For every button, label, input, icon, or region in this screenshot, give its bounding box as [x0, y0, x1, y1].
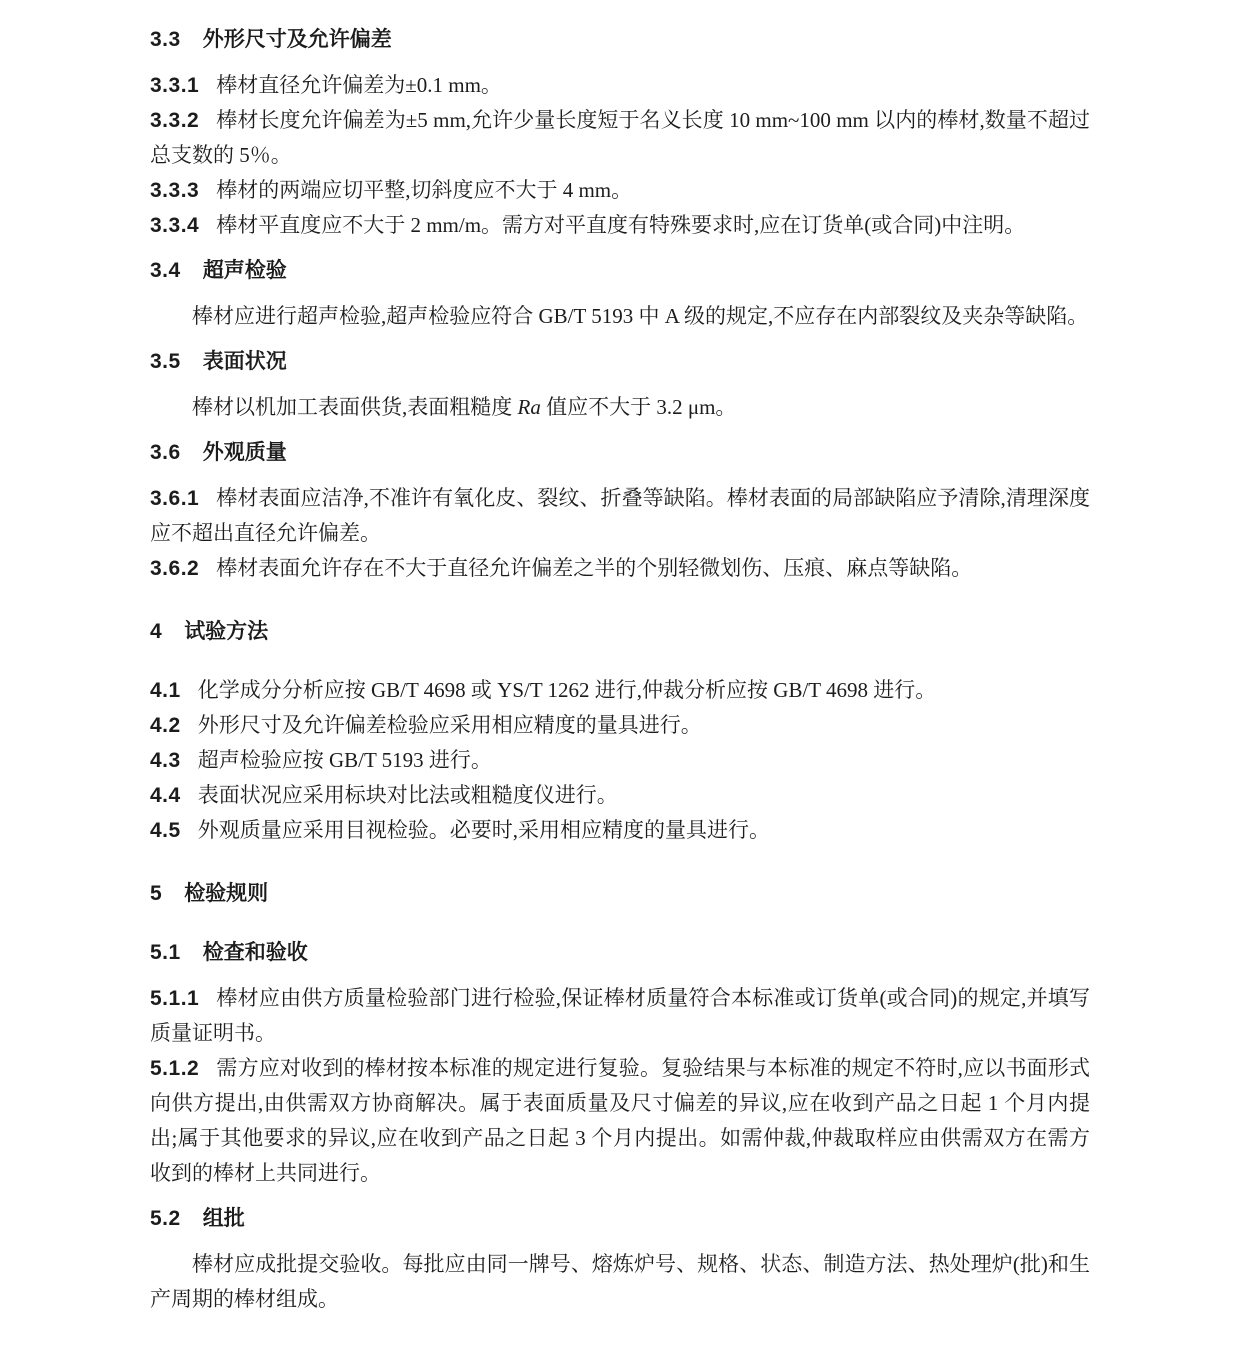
clause-text: 需方应对收到的棒材按本标准的规定进行复验。复验结果与本标准的规定不符时,应以书面形式向供方提出,由供需双方协商解决。属于表面质量及尺寸偏差的异议,应在收到产品之日起 1 个月内提出;属于其他要求的异议,应在收到产品之日起 3 个月内提出。如需仲裁,仲裁取样应由供需双方在需方收到的棒材上共同进行。	[150, 1056, 1090, 1185]
clause-3-3-3	[150, 173, 1090, 208]
clause-number: 4.1	[150, 679, 181, 702]
clause-number: 3.3.4	[150, 214, 200, 237]
clause-number: 3.3.1	[150, 74, 200, 97]
clause-5-1-1	[150, 981, 1090, 1051]
clause-4-4	[150, 778, 1090, 813]
clause-text: 化学成分分析应按 GB/T 4698 或 YS/T 1262 进行,仲裁分析应按 GB/T 4698 进行。	[197, 678, 937, 702]
clause-text: 外观质量应采用目视检验。必要时,采用相应精度的量具进行。	[197, 818, 770, 842]
clause-text: 棒材表面允许存在不大于直径允许偏差之半的个别轻微划伤、压痕、麻点等缺陷。	[216, 556, 973, 580]
heading-title: 表面状况	[202, 350, 287, 373]
heading-5-1	[150, 935, 1090, 970]
heading-number: 5.2	[150, 1207, 181, 1230]
paragraph-5-2: 棒材应成批提交验收。每批应由同一牌号、熔炼炉号、规格、状态、制造方法、热处理炉(批)和生产周期的棒材组成。	[150, 1252, 1090, 1311]
clause-3-6-2	[150, 551, 1090, 586]
clause-4-5	[150, 813, 1090, 848]
heading-title: 试验方法	[184, 620, 269, 643]
standard-text-page	[150, 22, 1090, 1317]
clause-number: 4.5	[150, 819, 181, 842]
clause-number: 4.4	[150, 784, 181, 807]
clause-4-1	[150, 673, 1090, 708]
heading-title: 超声检验	[202, 259, 287, 282]
heading-5	[150, 876, 1090, 911]
paragraph-3-5	[150, 390, 1090, 425]
heading-title: 检验规则	[184, 882, 269, 905]
clause-text: 棒材的两端应切平整,切斜度应不大于 4 mm。	[216, 178, 633, 202]
heading-number: 3.3	[150, 28, 181, 51]
clause-text: 棒材平直度应不大于 2 mm/m。需方对平直度有特殊要求时,应在订货单(或合同)中注明。	[216, 213, 1026, 237]
roughness-symbol: Ra	[517, 395, 541, 419]
clause-number: 3.6.1	[150, 487, 200, 510]
heading-title: 外形尺寸及允许偏差	[202, 28, 392, 51]
clause-5-1-2	[150, 1051, 1090, 1191]
clause-3-3-4	[150, 208, 1090, 243]
clause-4-3	[150, 743, 1090, 778]
heading-title: 外观质量	[202, 441, 287, 464]
clause-text: 棒材直径允许偏差为±0.1 mm。	[216, 73, 502, 97]
clause-number: 4.3	[150, 749, 181, 772]
clause-text: 棒材表面应洁净,不准许有氧化皮、裂纹、折叠等缺陷。棒材表面的局部缺陷应予清除,清理深度应不超出直径允许偏差。	[150, 486, 1090, 545]
heading-5-2	[150, 1201, 1090, 1236]
clause-number: 3.3.3	[150, 179, 200, 202]
clause-text: 外形尺寸及允许偏差检验应采用相应精度的量具进行。	[197, 713, 702, 737]
clause-number: 3.6.2	[150, 557, 200, 580]
heading-3-6	[150, 435, 1090, 470]
heading-number: 4	[150, 620, 163, 643]
clause-number: 5.1.1	[150, 987, 200, 1010]
clause-text: 超声检验应按 GB/T 5193 进行。	[197, 748, 492, 772]
heading-title: 组批	[202, 1207, 245, 1230]
clause-text: 表面状况应采用标块对比法或粗糙度仪进行。	[197, 783, 618, 807]
heading-number: 5.1	[150, 941, 181, 964]
heading-number: 3.4	[150, 259, 181, 282]
heading-title: 检查和验收	[202, 941, 308, 964]
clause-text: 棒材长度允许偏差为±5 mm,允许少量长度短于名义长度 10 mm~100 mm 以内的棒材,数量不超过总支数的 5％。	[150, 108, 1091, 167]
clause-4-2	[150, 708, 1090, 743]
clause-number: 3.3.2	[150, 109, 200, 132]
clause-text: 棒材应由供方质量检验部门进行检验,保证棒材质量符合本标准或订货单(或合同)的规定,并填写质量证明书。	[150, 986, 1090, 1045]
clause-number: 5.1.2	[150, 1057, 200, 1080]
paragraph-text-pre: 棒材以机加工表面供货,表面粗糙度	[192, 395, 518, 419]
clause-3-6-1	[150, 481, 1090, 551]
heading-3-3	[150, 22, 1090, 57]
heading-3-5	[150, 344, 1090, 379]
paragraph-3-4: 棒材应进行超声检验,超声检验应符合 GB/T 5193 中 A 级的规定,不应存在内部裂纹及夹杂等缺陷。	[192, 304, 1089, 328]
heading-number: 3.5	[150, 350, 181, 373]
clause-3-3-2	[150, 103, 1090, 173]
paragraph-text-post: 值应不大于 3.2 μm。	[540, 395, 737, 419]
heading-number: 3.6	[150, 441, 181, 464]
clause-number: 4.2	[150, 714, 181, 737]
heading-4	[150, 614, 1090, 649]
heading-number: 5	[150, 882, 163, 905]
clause-3-3-1	[150, 68, 1090, 103]
heading-3-4	[150, 253, 1090, 288]
